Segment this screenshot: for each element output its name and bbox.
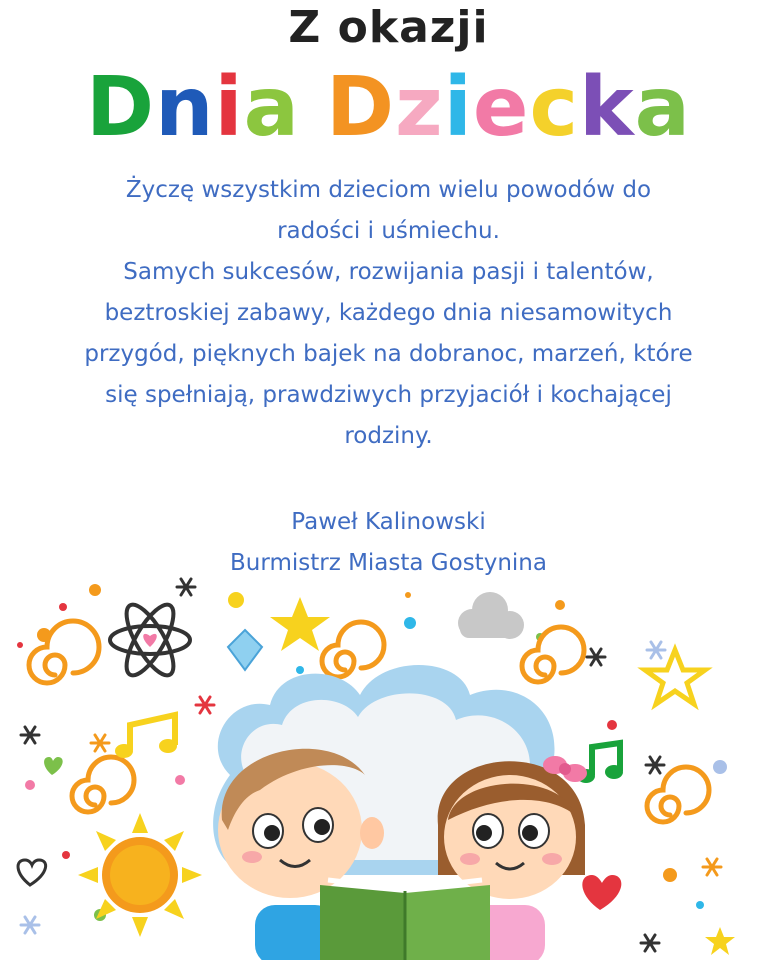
signature-name: Paweł Kalinowski (291, 509, 486, 535)
title-letter: a (243, 60, 300, 155)
signature (20, 502, 757, 584)
message-line: Życzę wszystkim dzieciom wielu powodów do (125, 177, 652, 203)
heart-icon (18, 860, 46, 885)
title-letter: D (325, 60, 396, 155)
message-line: przygód, pięknych bajek na dobranoc, marzeń, które (84, 341, 693, 367)
music-note-icon (115, 715, 177, 758)
diamond-icon (228, 630, 262, 670)
title-letter: k (579, 60, 635, 155)
title-letter: n (155, 60, 215, 155)
title-letter: c (529, 60, 580, 155)
pre-title: Z okazji (288, 2, 489, 53)
heart-icon (582, 875, 621, 910)
kids-reading-illustration (0, 575, 777, 960)
title-letter: e (472, 60, 530, 155)
title-letter: a (634, 60, 691, 155)
heart-icon (44, 757, 63, 775)
sun-icon (78, 813, 202, 937)
title-letter: i (214, 60, 244, 155)
message-line: radości i uśmiechu. (277, 218, 500, 244)
title-letter: z (395, 60, 444, 155)
greeting-title (0, 58, 777, 158)
wish-message (20, 170, 757, 457)
message-line: beztroskiej zabawy, każdego dnia niesamowitych (104, 300, 673, 326)
signature-role: Burmistrz Miasta Gostynina (230, 550, 547, 576)
open-book (320, 880, 490, 960)
message-line: się spełniają, prawdziwych przyjaciół i kochającej (105, 382, 672, 408)
message-line: Samych sukcesów, rozwijania pasji i talentów, (123, 259, 654, 285)
atom-icon (110, 598, 190, 681)
title-letter: D (86, 60, 156, 155)
title-letter: i (443, 60, 473, 155)
message-line: rodziny. (344, 423, 433, 449)
cloud-icon (458, 592, 524, 639)
